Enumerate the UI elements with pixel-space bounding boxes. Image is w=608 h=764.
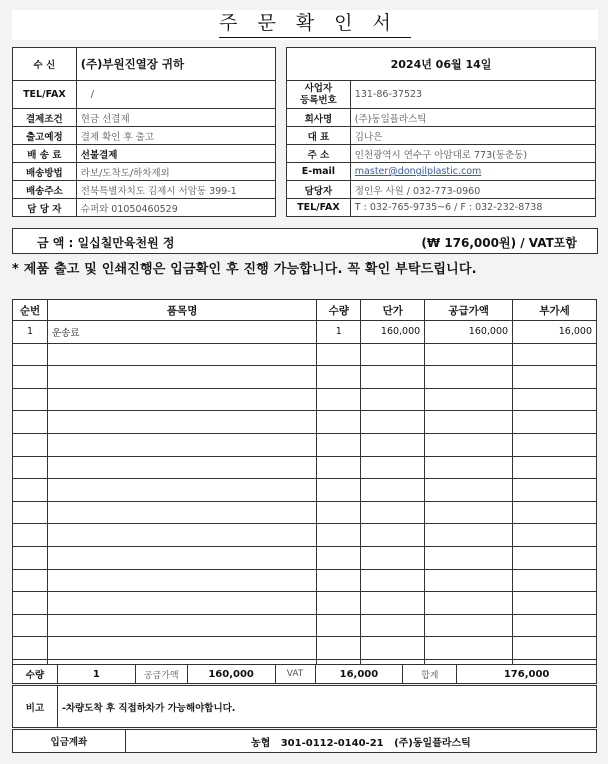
account-label: 입금계좌 xyxy=(13,730,126,753)
empty-table-row xyxy=(13,343,597,366)
item-vat: 16,000 xyxy=(513,321,597,344)
empty-cell xyxy=(13,411,48,434)
ship-schedule-value: 결제 확인 후 출고 xyxy=(76,127,275,145)
empty-cell xyxy=(361,343,425,366)
empty-cell xyxy=(13,637,48,660)
empty-cell xyxy=(47,546,316,569)
empty-cell xyxy=(425,592,513,615)
empty-cell xyxy=(47,479,316,502)
address-label: 주 소 xyxy=(287,145,351,163)
items-table xyxy=(12,299,597,683)
empty-cell xyxy=(425,411,513,434)
empty-cell xyxy=(47,614,316,637)
empty-cell xyxy=(317,501,361,524)
empty-cell xyxy=(425,524,513,547)
payment-terms-label: 결제조건 xyxy=(13,109,77,127)
item-no: 1 xyxy=(13,321,48,344)
empty-cell xyxy=(513,546,597,569)
account-table xyxy=(12,729,597,753)
biz-no-label: 사업자 등록번호 xyxy=(287,81,351,109)
col-header-no: 순번 xyxy=(13,300,48,321)
remark-table xyxy=(12,685,597,728)
email-label: E-mail xyxy=(287,163,351,181)
empty-table-row xyxy=(13,524,597,547)
total-vat-label: VAT xyxy=(275,665,315,684)
empty-cell xyxy=(317,433,361,456)
empty-cell xyxy=(317,411,361,434)
amount-in-words: 금 액 : 일십칠만육천원 정 xyxy=(37,236,175,250)
company-label: 회사명 xyxy=(287,109,351,127)
manager-value: 정인우 사원 / 032-773-0960 xyxy=(350,181,595,199)
col-header-name: 품목명 xyxy=(47,300,316,321)
col-header-vat: 부가세 xyxy=(513,300,597,321)
col-header-supply: 공급가액 xyxy=(425,300,513,321)
document-title: 주문확인서 xyxy=(219,10,411,38)
empty-cell xyxy=(513,637,597,660)
empty-cell xyxy=(317,388,361,411)
empty-cell xyxy=(47,456,316,479)
empty-cell xyxy=(513,456,597,479)
empty-cell xyxy=(13,456,48,479)
empty-table-row xyxy=(13,366,597,389)
empty-cell xyxy=(361,366,425,389)
empty-cell xyxy=(317,343,361,366)
empty-cell xyxy=(425,433,513,456)
empty-cell xyxy=(47,637,316,660)
document-title-box xyxy=(12,10,598,40)
ship-method-value: 라보/도착도/하차제외 xyxy=(76,163,275,181)
address-value: 인천광역시 연수구 아암대로 773(동춘동) xyxy=(350,145,595,163)
item-unit-price: 160,000 xyxy=(361,321,425,344)
empty-cell xyxy=(317,637,361,660)
ship-address-label: 배송주소 xyxy=(13,181,77,199)
empty-cell xyxy=(13,501,48,524)
empty-cell xyxy=(425,479,513,502)
empty-cell xyxy=(47,411,316,434)
total-sum-value: 176,000 xyxy=(457,665,597,684)
empty-table-row xyxy=(13,479,597,502)
empty-cell xyxy=(513,524,597,547)
empty-table-row xyxy=(13,501,597,524)
empty-cell xyxy=(361,411,425,434)
empty-cell xyxy=(361,433,425,456)
empty-cell xyxy=(13,614,48,637)
empty-cell xyxy=(361,569,425,592)
empty-cell xyxy=(361,524,425,547)
ceo-label: 대 표 xyxy=(287,127,351,145)
empty-cell xyxy=(425,388,513,411)
empty-cell xyxy=(513,343,597,366)
ship-address-value: 전북특별자치도 김제시 서암동 399-1 xyxy=(76,181,275,199)
empty-cell xyxy=(317,546,361,569)
empty-cell xyxy=(13,524,48,547)
empty-cell xyxy=(425,637,513,660)
empty-cell xyxy=(317,614,361,637)
empty-cell xyxy=(13,569,48,592)
empty-cell xyxy=(13,433,48,456)
empty-cell xyxy=(317,479,361,502)
total-supply-label: 공급가액 xyxy=(135,665,187,684)
manager-label: 담당자 xyxy=(287,181,351,199)
empty-cell xyxy=(513,592,597,615)
empty-cell xyxy=(361,479,425,502)
totals-table xyxy=(12,664,597,684)
empty-cell xyxy=(13,343,48,366)
shipping-fee-value: 선불결제 xyxy=(76,145,275,163)
empty-cell xyxy=(47,501,316,524)
empty-cell xyxy=(361,388,425,411)
empty-cell xyxy=(425,569,513,592)
empty-cell xyxy=(47,366,316,389)
total-supply-value: 160,000 xyxy=(187,665,275,684)
empty-cell xyxy=(13,479,48,502)
empty-cell xyxy=(513,569,597,592)
empty-cell xyxy=(513,366,597,389)
empty-cell xyxy=(47,343,316,366)
amount-box xyxy=(12,228,598,254)
empty-table-row xyxy=(13,456,597,479)
empty-cell xyxy=(361,637,425,660)
recipient-table xyxy=(12,47,276,217)
biz-no-value: 131-86-37523 xyxy=(350,81,595,109)
empty-cell xyxy=(425,546,513,569)
order-date: 2024년 06월 14일 xyxy=(287,48,596,81)
empty-table-row xyxy=(13,592,597,615)
empty-cell xyxy=(513,501,597,524)
col-header-qty: 수량 xyxy=(317,300,361,321)
empty-cell xyxy=(361,614,425,637)
empty-table-row xyxy=(13,546,597,569)
empty-cell xyxy=(317,456,361,479)
empty-cell xyxy=(47,433,316,456)
recipient-value: (주)부원진열장 귀하 xyxy=(76,48,275,81)
empty-cell xyxy=(513,479,597,502)
total-qty-label: 수량 xyxy=(13,665,58,684)
empty-cell xyxy=(13,366,48,389)
empty-table-row xyxy=(13,614,597,637)
supplier-telfax-value: T : 032-765-9735~6 / F : 032-232-8738 xyxy=(350,199,595,217)
recipient-label: 수 신 xyxy=(13,48,77,81)
supplier-telfax-label: TEL/FAX xyxy=(287,199,351,217)
amount-in-figures: (₩ 176,000원) / VAT포함 xyxy=(421,236,577,250)
empty-cell xyxy=(425,614,513,637)
empty-cell xyxy=(317,592,361,615)
empty-cell xyxy=(361,501,425,524)
ceo-value: 김나은 xyxy=(350,127,595,145)
empty-cell xyxy=(361,592,425,615)
empty-cell xyxy=(13,388,48,411)
payment-terms-value: 현금 선결제 xyxy=(76,109,275,127)
supplier-table xyxy=(286,47,596,217)
recipient-telfax-label: TEL/FAX xyxy=(13,81,77,109)
empty-cell xyxy=(425,456,513,479)
contact-value: 슈퍼와 01050460529 xyxy=(76,199,275,217)
empty-cell xyxy=(13,592,48,615)
empty-cell xyxy=(317,366,361,389)
remark-label: 비고 xyxy=(13,686,58,728)
empty-table-row xyxy=(13,637,597,660)
table-row xyxy=(13,321,597,344)
notice-text: * 제품 출고 및 인쇄진행은 입금확인 후 진행 가능합니다. 꼭 확인 부탁드립니다. xyxy=(12,262,477,277)
empty-table-row xyxy=(13,433,597,456)
empty-cell xyxy=(513,388,597,411)
total-sum-label: 합계 xyxy=(403,665,457,684)
empty-cell xyxy=(13,546,48,569)
total-qty-value: 1 xyxy=(57,665,135,684)
recipient-telfax-value: / xyxy=(76,81,275,109)
item-qty: 1 xyxy=(317,321,361,344)
empty-cell xyxy=(317,524,361,547)
empty-cell xyxy=(425,501,513,524)
empty-table-row xyxy=(13,411,597,434)
ship-method-label: 배송방법 xyxy=(13,163,77,181)
empty-cell xyxy=(47,388,316,411)
empty-cell xyxy=(425,366,513,389)
empty-cell xyxy=(513,433,597,456)
empty-table-row xyxy=(13,388,597,411)
empty-cell xyxy=(47,592,316,615)
remark-value: -차량도착 후 직접하차가 가능해야합니다. xyxy=(57,686,596,728)
empty-cell xyxy=(317,569,361,592)
ship-schedule-label: 출고예정 xyxy=(13,127,77,145)
col-header-unit-price: 단가 xyxy=(361,300,425,321)
empty-cell xyxy=(513,614,597,637)
empty-cell xyxy=(361,456,425,479)
empty-table-row xyxy=(13,569,597,592)
total-vat-value: 16,000 xyxy=(315,665,403,684)
empty-cell xyxy=(513,411,597,434)
empty-cell xyxy=(47,524,316,547)
company-value: (주)동일플라스틱 xyxy=(350,109,595,127)
empty-cell xyxy=(47,569,316,592)
item-supply: 160,000 xyxy=(425,321,513,344)
contact-label: 담 당 자 xyxy=(13,199,77,217)
shipping-fee-label: 배 송 료 xyxy=(13,145,77,163)
item-name: 운송료 xyxy=(47,321,316,344)
empty-cell xyxy=(361,546,425,569)
account-value: 농협 301-0112-0140-21 (주)동일플라스틱 xyxy=(125,730,596,753)
email-link[interactable]: master@dongilplastic.com xyxy=(350,163,595,181)
empty-cell xyxy=(425,343,513,366)
